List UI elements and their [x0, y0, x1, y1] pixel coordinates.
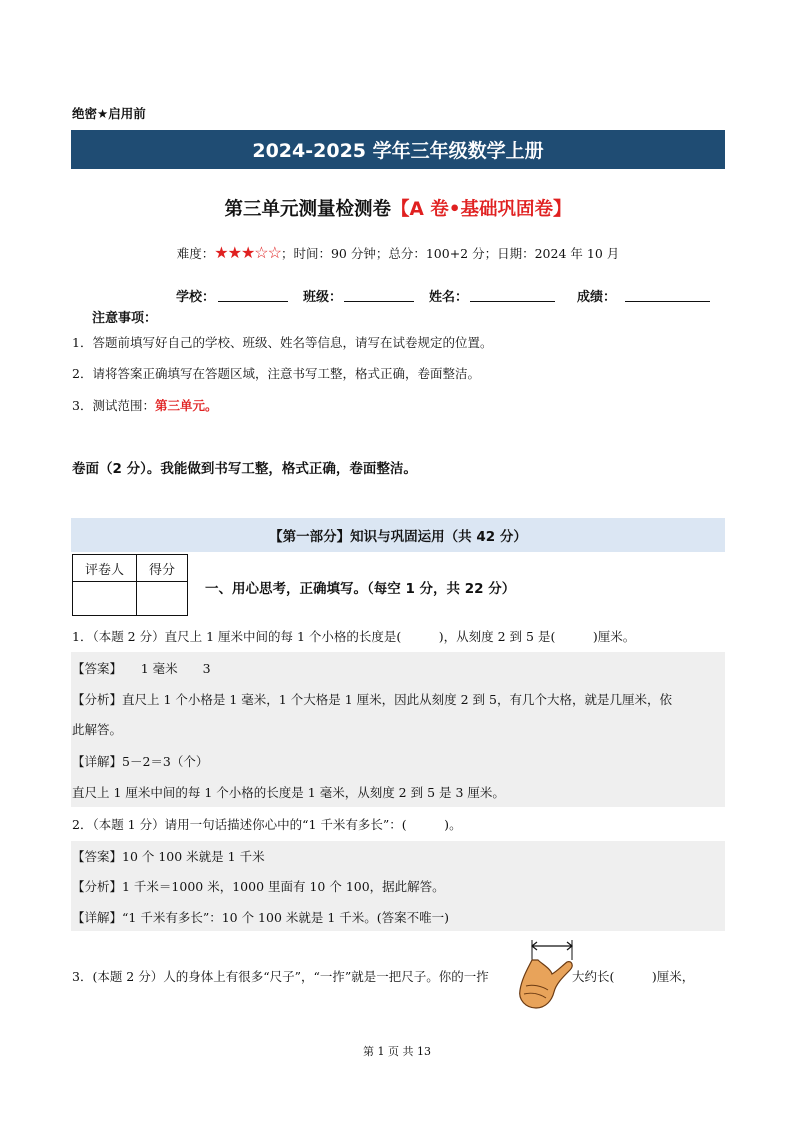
grader-header: 评卷人	[73, 555, 137, 582]
answer-1: 【答案】 1 毫米 3	[72, 661, 211, 676]
score-field[interactable]	[625, 301, 710, 302]
detail-2: 【详解】“1 千米有多长”：10 个 100 米就是 1 千米。(答案不唯一)	[72, 910, 450, 925]
note-item	[72, 396, 217, 414]
subtitle-main: 第三单元测量检测卷	[224, 199, 391, 220]
score-cell[interactable]	[137, 582, 188, 616]
answer-2: 【答案】10 个 100 米就是 1 千米	[72, 849, 265, 864]
star-filled-icon: ★★★	[214, 243, 255, 262]
section-title: 一、用心思考，正确填写。（每空 1 分，共 22 分）	[205, 581, 516, 597]
score-table	[72, 554, 188, 616]
question-2: 2．（本题 1 分）请用一句话描述你心中的“1 千米有多长”：( )。	[72, 817, 462, 832]
student-fields	[0, 286, 794, 306]
grader-cell[interactable]	[73, 582, 137, 616]
school-field[interactable]	[218, 301, 288, 302]
difficulty-label: 难度：	[176, 246, 215, 261]
exam-info: ；时间：90 分钟；总分：100+2 分；日期：2024 年 10 月	[280, 246, 620, 261]
hand-span-icon	[512, 938, 578, 1010]
note-item-prefix: 3．测试范围：	[72, 398, 155, 413]
star-empty-icon: ☆☆	[254, 243, 281, 262]
neatness-note: 卷面（2 分）。我能做到书写工整，格式正确，卷面整洁。	[72, 461, 417, 477]
difficulty-stars	[214, 243, 281, 262]
score-label: 成绩：	[577, 290, 617, 305]
part-title: 【第一部分】知识与巩固运用（共 42 分）	[269, 529, 527, 545]
note-item: 1．答题前填写好自己的学校、班级、姓名等信息，请写在试卷规定的位置。	[72, 335, 493, 350]
subtitle-red: 【A 卷•基础巩固卷】	[390, 199, 572, 220]
exam-meta	[71, 243, 725, 262]
detail-1: 【详解】5－2＝3（个）	[72, 754, 209, 769]
name-label: 姓名：	[429, 290, 469, 305]
school-label: 学校：	[176, 290, 216, 305]
page-footer: 第 1 页 共 13	[363, 1045, 431, 1058]
question-3-cont: 大约长( )厘米，	[572, 969, 695, 984]
note-scope: 第三单元。	[154, 398, 218, 413]
page-title: 2024-2025 学年三年级数学上册	[252, 140, 544, 162]
part-header	[71, 518, 725, 552]
title-banner	[71, 130, 725, 169]
subtitle	[71, 195, 725, 221]
notes-title: 注意事项：	[92, 311, 158, 326]
analysis-2: 【分析】1 千米＝1000 米，1000 里面有 10 个 100，据此解答。	[72, 879, 445, 894]
score-header: 得分	[137, 555, 188, 582]
name-field[interactable]	[470, 301, 555, 302]
analysis-1-cont: 此解答。	[72, 722, 123, 737]
confidential-label: 绝密★启用前	[72, 106, 146, 121]
detail-1-cont: 直尺上 1 厘米中间的每 1 个小格的长度是 1 毫米，从刻度 2 到 5 是 3 厘米。	[72, 785, 505, 800]
question-3: 3．(本题 2 分）人的身体上有很多“尺子”，“一拃”就是一把尺子。你的一拃	[72, 969, 489, 984]
class-field[interactable]	[344, 301, 414, 302]
question-1: 1．（本题 2 分）直尺上 1 厘米中间的每 1 个小格的长度是( )，从刻度 2 到 5 是( )厘米。	[72, 629, 636, 644]
note-item: 2．请将答案正确填写在答题区域，注意书写工整，格式正确，卷面整洁。	[72, 366, 480, 381]
class-label: 班级：	[303, 290, 343, 305]
analysis-1: 【分析】直尺上 1 个小格是 1 毫米，1 个大格是 1 厘米，因此从刻度 2 到 5，有几个大格，就是几厘米，依	[72, 692, 672, 707]
